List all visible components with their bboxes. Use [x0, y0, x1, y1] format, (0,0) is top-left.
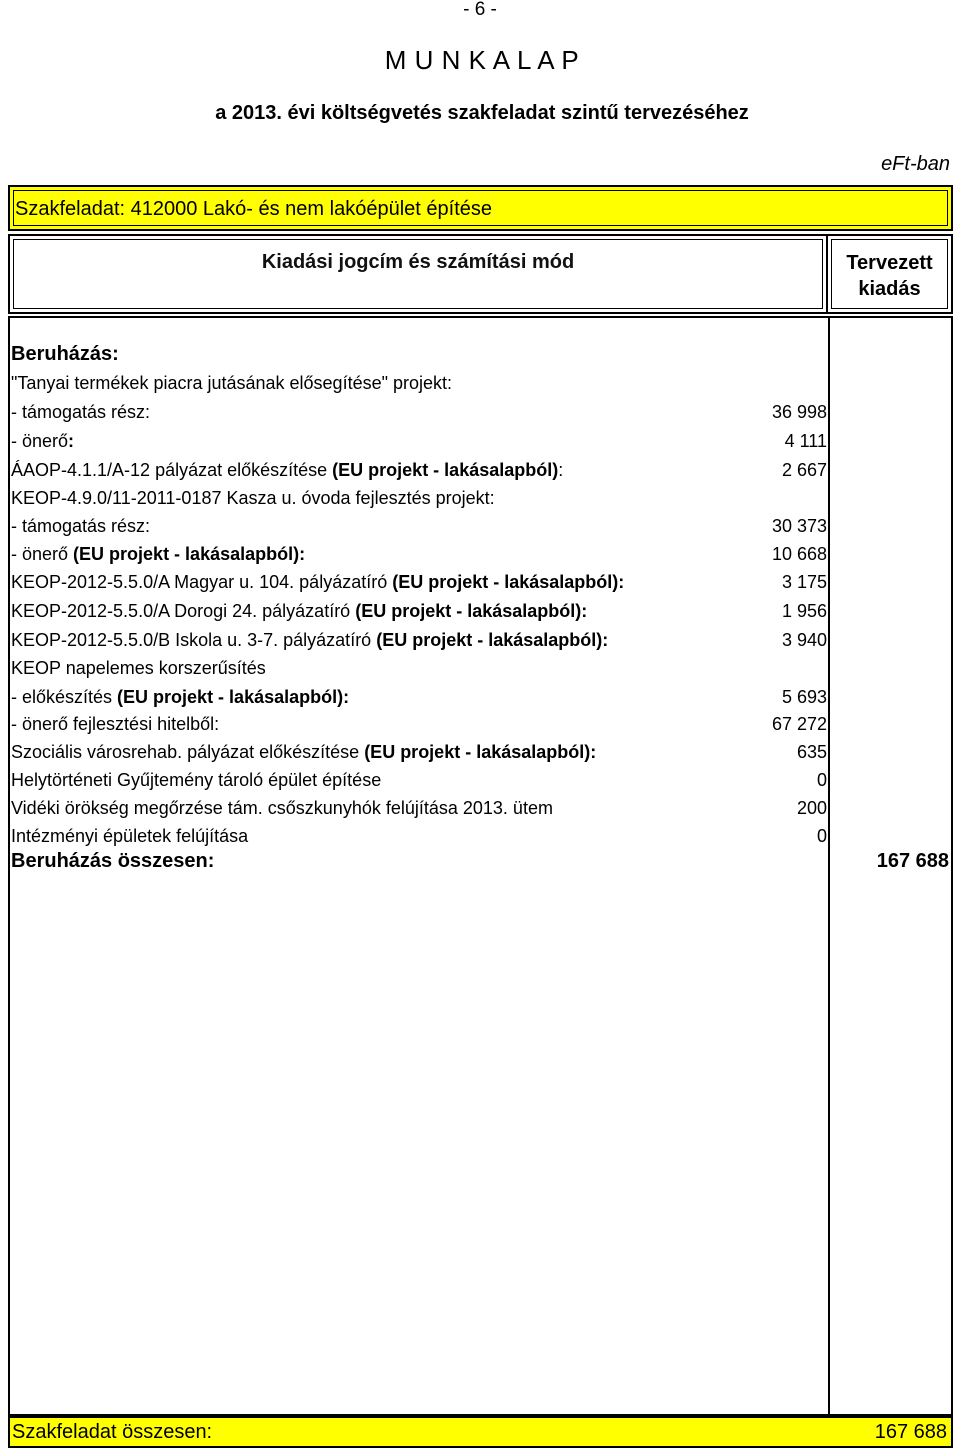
row-label: - önerő fejlesztési hitelből:: [11, 714, 220, 734]
row-value: 0: [816, 770, 827, 790]
header-left-label: Kiadási jogcím és számítási mód: [13, 239, 823, 309]
subtotal-value: 167 688: [876, 850, 949, 872]
table-row: [11, 398, 827, 426]
row-value: 10 668: [771, 544, 827, 564]
row-label: Vidéki örökség megőrzése tám. csőszkunyhók felújítása 2013. ütem: [11, 798, 553, 818]
grand-total-label: Szakfeladat összesen:: [12, 1421, 213, 1443]
row-value: 635: [796, 742, 827, 762]
table-row: [11, 794, 827, 822]
row-label: KEOP-2012-5.5.0/A Magyar u. 104. pályázatíró (EU projekt - lakásalapból):: [11, 572, 625, 592]
table-row: [11, 568, 827, 596]
table-row: [11, 427, 827, 455]
page-subtitle: a 2013. évi költségvetés szakfeladat szintű tervezéséhez: [215, 102, 749, 124]
row-label: KEOP-4.9.0/11-2011-0187 Kasza u. óvoda fejlesztés projekt:: [11, 488, 495, 508]
table-header: [8, 234, 953, 314]
row-value: 67 272: [771, 714, 827, 734]
row-label: - előkészítés (EU projekt - lakásalapból):: [11, 687, 350, 707]
header-right-cell: [828, 236, 951, 312]
unit-label: eFt-ban: [881, 153, 950, 175]
row-value: 2 667: [781, 460, 827, 480]
page-title: M U N K A L A P: [384, 45, 580, 75]
row-label: KEOP napelemes korszerűsítés: [11, 658, 266, 678]
subtotal-label: Beruházás összesen:: [11, 850, 215, 872]
row-label: - önerő:: [11, 431, 75, 451]
row-value: 3 175: [781, 572, 827, 592]
row-value: 4 111: [784, 431, 827, 451]
row-value: 5 693: [781, 687, 827, 707]
table-row: [11, 512, 827, 540]
grand-total-value: 167 688: [874, 1421, 947, 1443]
table-row: [11, 484, 827, 512]
row-value: 30 373: [771, 516, 827, 536]
row-label: KEOP-2012-5.5.0/A Dorogi 24. pályázatíró (EU projekt - lakásalapból):: [11, 601, 588, 621]
row-label: Szociális városrehab. pályázat előkészítése (EU projekt - lakásalapból):: [11, 742, 597, 762]
section-bar: [8, 185, 953, 231]
row-label: - önerő (EU projekt - lakásalapból):: [11, 544, 306, 564]
table-row: [11, 683, 827, 711]
table-row: [11, 738, 827, 766]
table-row: [11, 654, 827, 682]
table-row: [11, 766, 827, 794]
table-row: [11, 369, 827, 397]
row-label: KEOP-2012-5.5.0/B Iskola u. 3-7. pályázatíró (EU projekt - lakásalapból):: [11, 630, 609, 650]
row-label: - támogatás rész:: [11, 402, 151, 422]
row-label: Intézményi épületek felújítása: [11, 826, 249, 846]
subtotal-row: [11, 846, 949, 876]
header-right-label: [831, 239, 948, 309]
row-label: "Tanyai termékek piacra jutásának elősegítése" projekt:: [11, 373, 453, 393]
table-row: [11, 597, 827, 625]
table-row: [11, 540, 827, 568]
header-right-line2: kiadás: [858, 278, 921, 300]
table-row: [11, 456, 827, 484]
row-value: 0: [816, 826, 827, 846]
row-value: 1 956: [781, 601, 827, 621]
row-value: 3 940: [781, 630, 827, 650]
table-row: [11, 710, 827, 738]
section-label: Szakfeladat: 412000 Lakó- és nem lakóépület építése: [13, 190, 948, 226]
table-row: [11, 626, 827, 654]
row-label: Helytörténeti Gyűjtemény tároló épület építése: [11, 770, 382, 790]
header-right-line1: Tervezett: [846, 252, 933, 274]
page-number: - 6 -: [463, 0, 497, 20]
header-left-cell: [10, 236, 828, 312]
grand-total-bar: [8, 1416, 953, 1448]
row-label: ÁAOP-4.1.1/A-12 pályázat előkészítése (EU projekt - lakásalapból):: [11, 460, 564, 480]
row-value: 200: [796, 798, 827, 818]
section-heading-row: [11, 340, 827, 368]
row-label: - támogatás rész:: [11, 516, 151, 536]
section-heading: Beruházás:: [11, 343, 119, 365]
row-value: 36 998: [771, 402, 827, 422]
